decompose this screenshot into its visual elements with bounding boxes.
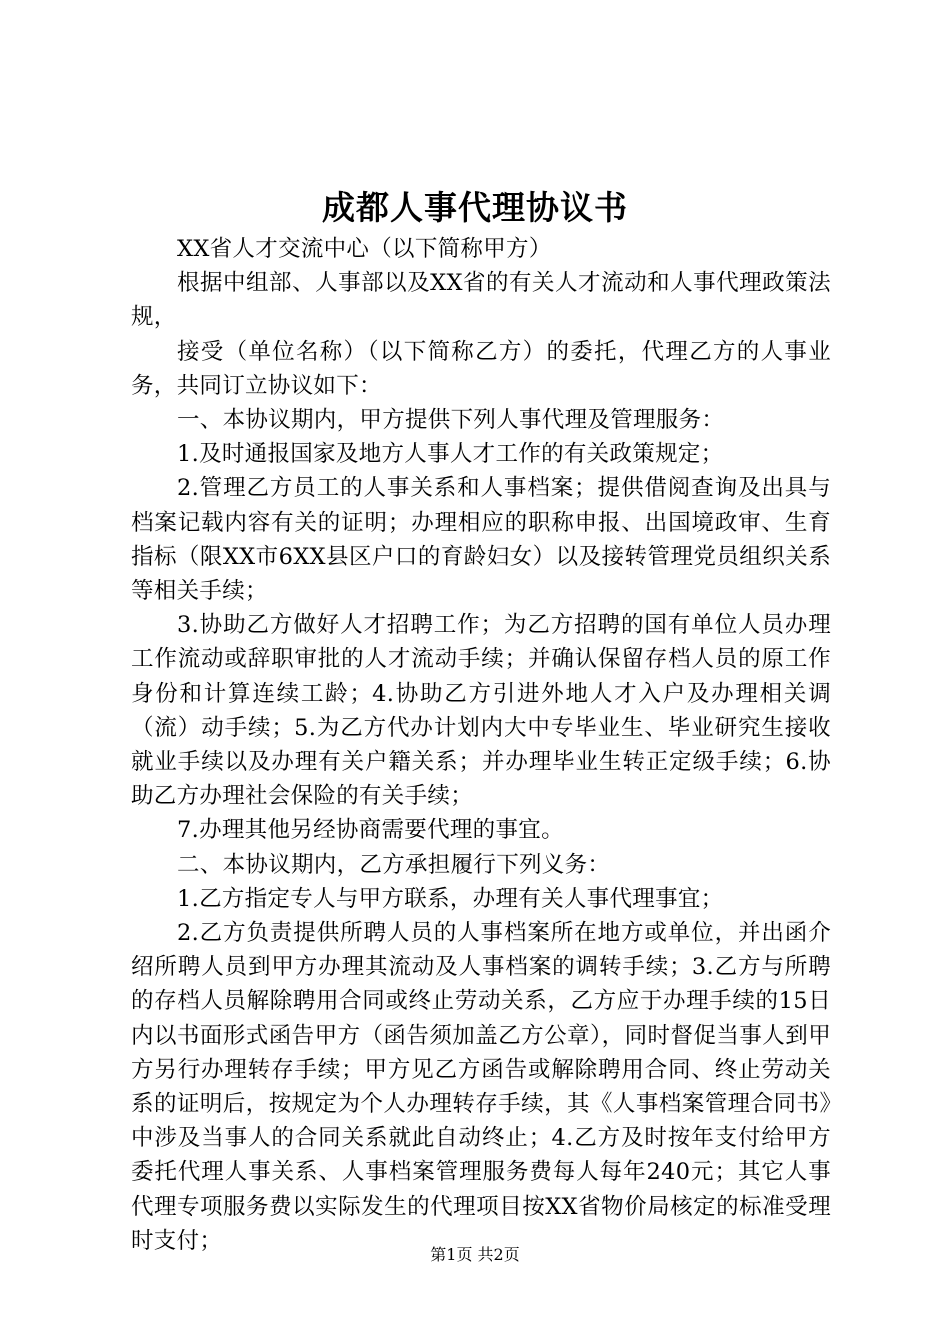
paragraph: 二、本协议期内，乙方承担履行下列义务： — [177, 851, 611, 878]
document-title: 成都人事代理协议书 — [322, 188, 628, 227]
paragraph: 3.协助乙方做好人才招聘工作；为乙方招聘的国有单位人员办理工作流动或辞职审批的人才流动手续；并确认保留存档人员的原工作身份和计算连续工龄；4.协助乙方引进外地人才入户及办理相关调（流）动手续；5.为乙方代办计划内大中专毕业生、毕业研究生接收就业手续以及办理有关户籍关系；并办理毕业生转正定级手续；6.协助乙方办理社会保险的有关手续； — [131, 612, 831, 810]
paragraph: 根据中组部、人事部以及XX省的有关人才流动和人事代理政策法规， — [131, 270, 831, 331]
paragraph: 接受（单位名称）（以下简称乙方）的委托，代理乙方的人事业务，共同订立协议如下： — [131, 338, 831, 399]
document-body — [131, 232, 831, 1258]
paragraph: 1.及时通报国家及地方人事人才工作的有关政策规定； — [177, 441, 724, 468]
paragraph: 7.办理其他另经协商需要代理的事宜。 — [177, 817, 564, 844]
paragraph: 1.乙方指定专人与甲方联系，办理有关人事代理事宜； — [177, 885, 724, 912]
page-footer: 第1页 共2页 — [430, 1245, 520, 1264]
paragraph: 2.乙方负责提供所聘人员的人事档案所在地方或单位，并出函介绍所聘人员到甲方办理其流动及人事档案的调转手续；3.乙方与所聘的存档人员解除聘用合同或终止劳动关系，乙方应于办理手续的15日内以书面形式函告甲方（函告须加盖乙方公章），同时督促当事人到甲方另行办理转存手续；甲方见乙方函告或解除聘用合同、终止劳动关系的证明后，按规定为个人办理转存手续，其《人事档案管理合同书》中涉及当事人的合同关系就此自动终止；4.乙方及时按年支付给甲方委托代理人事关系、人事档案管理服务费每人每年240元；其它人事代理专项服务费以实际发生的代理项目按XX省物价局核定的标准受理时支付； — [131, 920, 831, 1254]
paragraph: 一、本协议期内，甲方提供下列人事代理及管理服务： — [177, 407, 725, 434]
paragraph: 2.管理乙方员工的人事关系和人事档案；提供借阅查询及出具与档案记载内容有关的证明；办理相应的职称申报、出国境政审、生育指标（限XX市6XX县区户口的育龄妇女）以及接转管理党员组织关系等相关手续； — [131, 475, 831, 605]
paragraph: XX省人才交流中心（以下简称甲方） — [177, 236, 552, 262]
